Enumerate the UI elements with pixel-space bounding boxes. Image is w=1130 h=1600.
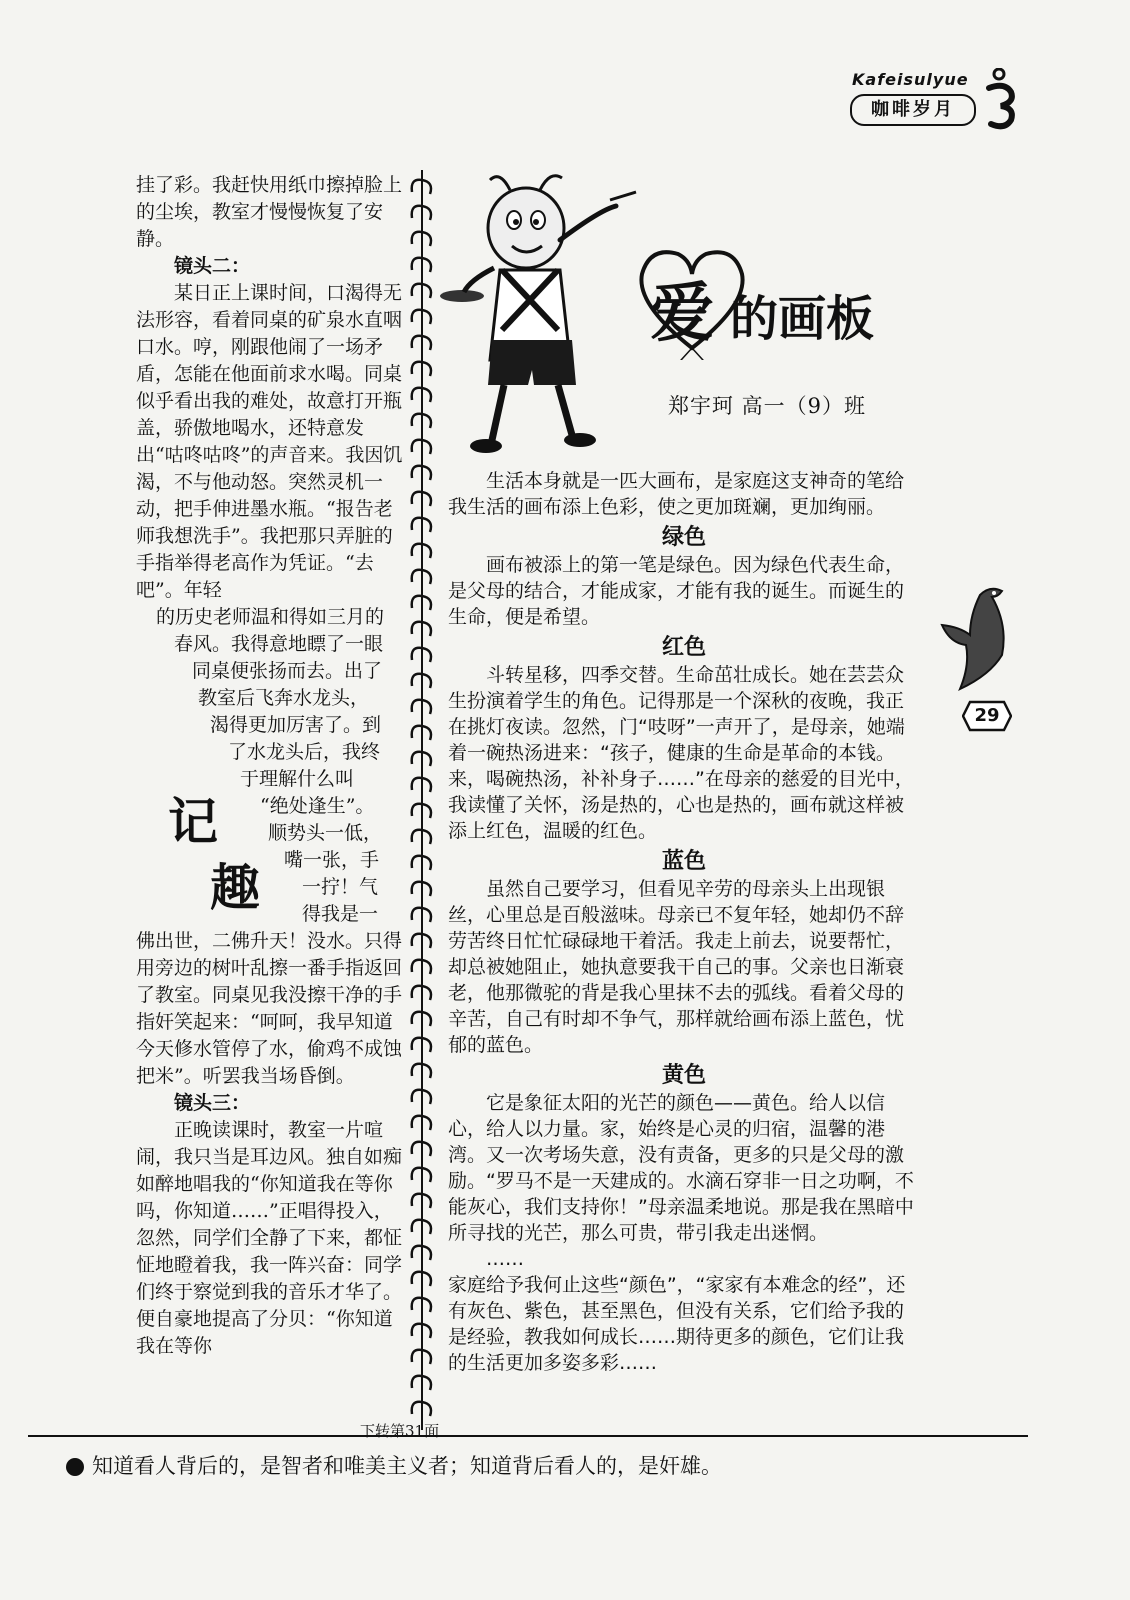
footer-quote-line [66, 1450, 722, 1480]
left-title-char-2: 趣 [210, 859, 260, 917]
mid-line: 教室后飞奔水龙头， [198, 687, 370, 709]
mid-line: 嘴一张，手 [284, 849, 380, 871]
mid-line: 得我是一 [302, 903, 379, 925]
left-title-char-1: 记 [168, 793, 218, 851]
section-text-yellow: 它是象征太阳的光芒的颜色——黄色。给人以信心，给人以力量。家，始终是心灵的归宿，温馨的港湾。又一次考场失意，没有责备，更多的只是父母的激励。“罗马不是一天建成的。水滴石穿非一日之功啊，不能灰心，我们支持你！”母亲温柔地说。那是我在黑暗中所寻找的光芒，那么可贵，带引我走出迷惘。 [448, 1092, 914, 1244]
mid-line: 的历史老师温和得如三月的 [156, 606, 385, 628]
title-rest: 的画板 [730, 291, 875, 347]
section-heading-green: 绿色 [661, 525, 706, 550]
mid-line: 渴得更加厉害了。到 [210, 714, 382, 736]
closing-paragraph: 家庭给予我何止这些“颜色”，“家家有本难念的经”，还有灰色、紫色，甚至黑色，但没有关系，它们给予我的是经验，教我如何成长……期待更多的颜色，它们让我的生活更加多姿多彩…… [448, 1274, 906, 1374]
ellipsis-line: …… [486, 1248, 524, 1270]
section-heading-yellow: 黄色 [661, 1063, 706, 1088]
brand-english: Kafeisulyue [852, 70, 969, 89]
section-heading-blue: 蓝色 [661, 849, 706, 874]
shot2-text: 某日正上课时间，口渴得无法形容，看着同桌的矿泉水直咽口水。哼，刚跟他闹了一场矛盾，怎能在他面前求水喝。同桌似乎看出我的难处，故意打开瓶盖，骄傲地喝水，还特意发出“咕咚咕咚”的声音来。我因饥渴，不与他动怒。突然灵机一动，把手伸进墨水瓶。“报告老师我想洗手”。我把那只弄脏的手指举得老高作为凭证。“去吧”。年轻 [136, 282, 403, 601]
painter-boy-illustration [440, 170, 640, 460]
spiral-binding-icon [406, 170, 438, 1430]
shot2-label: 镜头二： [174, 255, 251, 277]
mid-line: 春风。我得意地瞟了一眼 [174, 633, 384, 655]
intro-paragraph: 生活本身就是一匹大画布，是家庭这支神奇的笔给我生活的画布添上色彩，使之更加斑斓，更加绚丽。 [448, 470, 905, 518]
section-text-red: 斗转星移，四季交替。生命茁壮成长。她在芸芸众生扮演着学生的角色。记得那是一个深秋的夜晚，我正在挑灯夜读。忽然，门“吱呀”一声开了，是母亲，她端着一碗热汤进来：“孩子，健康的生命是革命的本钱。来，喝碗热汤，补补身子……”在母亲的慈爱的目光中，我读懂了关怀，汤是热的，心也是热的，画布就这样被添上红色，温暖的红色。 [448, 664, 914, 842]
left-article [136, 172, 406, 1360]
mid-line: 一拧！气 [302, 876, 379, 898]
mid-line: “绝处逢生”。 [260, 795, 375, 817]
author-byline: 郑宇珂 高一（9）班 [668, 394, 867, 418]
title-first-char: 爱 [650, 277, 714, 351]
bird-icon [940, 585, 1020, 695]
left-para-after: 佛出世，二佛升天！没水。只得用旁边的树叶乱擦一番手指返回了教室。同桌见我没擦干净的手指奸笑起来：“呵呵，我早知道今天修水管停了水，偷鸡不成蚀把米”。听罢我当场昏倒。 [136, 930, 403, 1087]
continued-note: 下转第31面 [360, 1422, 440, 1440]
left-para-top: 挂了彩。我赶快用纸巾擦掉脸上的尘埃，教室才慢慢恢复了安静。 [136, 174, 403, 250]
shot3-label: 镜头三： [174, 1092, 251, 1114]
section-text-blue: 虽然自己要学习，但看见辛劳的母亲头上出现银丝，心里总是百般滋味。母亲已不复年轻，她却仍不辞劳苦终日忙忙碌碌地干着活。我走上前去，说要帮忙，却总被她阻止，她执意要我干自己的事。父亲也日渐衰老，他那微驼的背是我心里抹不去的弧线。看着父母的辛苦，自己有时却不争气，那样就给画布添上蓝色，忧郁的蓝色。 [448, 878, 905, 1056]
mid-line: 顺势头一低， [268, 822, 383, 844]
brand-logo-icon [985, 68, 1021, 130]
page-number: 29 [974, 705, 1000, 726]
footer-quote: 知道看人背后的，是智者和唯美主义者；知道背后看人的，是奸雄。 [92, 1454, 722, 1478]
right-article [448, 468, 920, 1376]
brand-chinese: 咖啡岁月 [850, 94, 976, 126]
mid-line: 了水龙头后，我终 [228, 741, 381, 763]
left-mid-lines [136, 604, 406, 928]
section-heading-red: 红色 [661, 635, 706, 660]
mid-line: 同桌便张扬而去。出了 [192, 660, 383, 682]
shot3-text: 正晚读课时，教室一片喧闹，我只当是耳边风。独自如痴如醉地唱我的“你知道我在等你吗，你知道……”正唱得投入，忽然，同学们全静了下来，都怔怔地瞪着我，我一阵兴奋：同学们终于察觉到我的音乐才华了。便自豪地提高了分贝：“你知道我在等你 [136, 1119, 403, 1357]
footer-divider [28, 1435, 1028, 1437]
bullet-icon [66, 1458, 84, 1476]
mid-line: 于理解什么叫 [240, 768, 355, 790]
page-number-badge [962, 700, 1012, 732]
section-text-green: 画布被添上的第一笔是绿色。因为绿色代表生命，是父母的结合，才能成家，才能有我的诞生。而诞生的生命，便是希望。 [448, 554, 905, 628]
